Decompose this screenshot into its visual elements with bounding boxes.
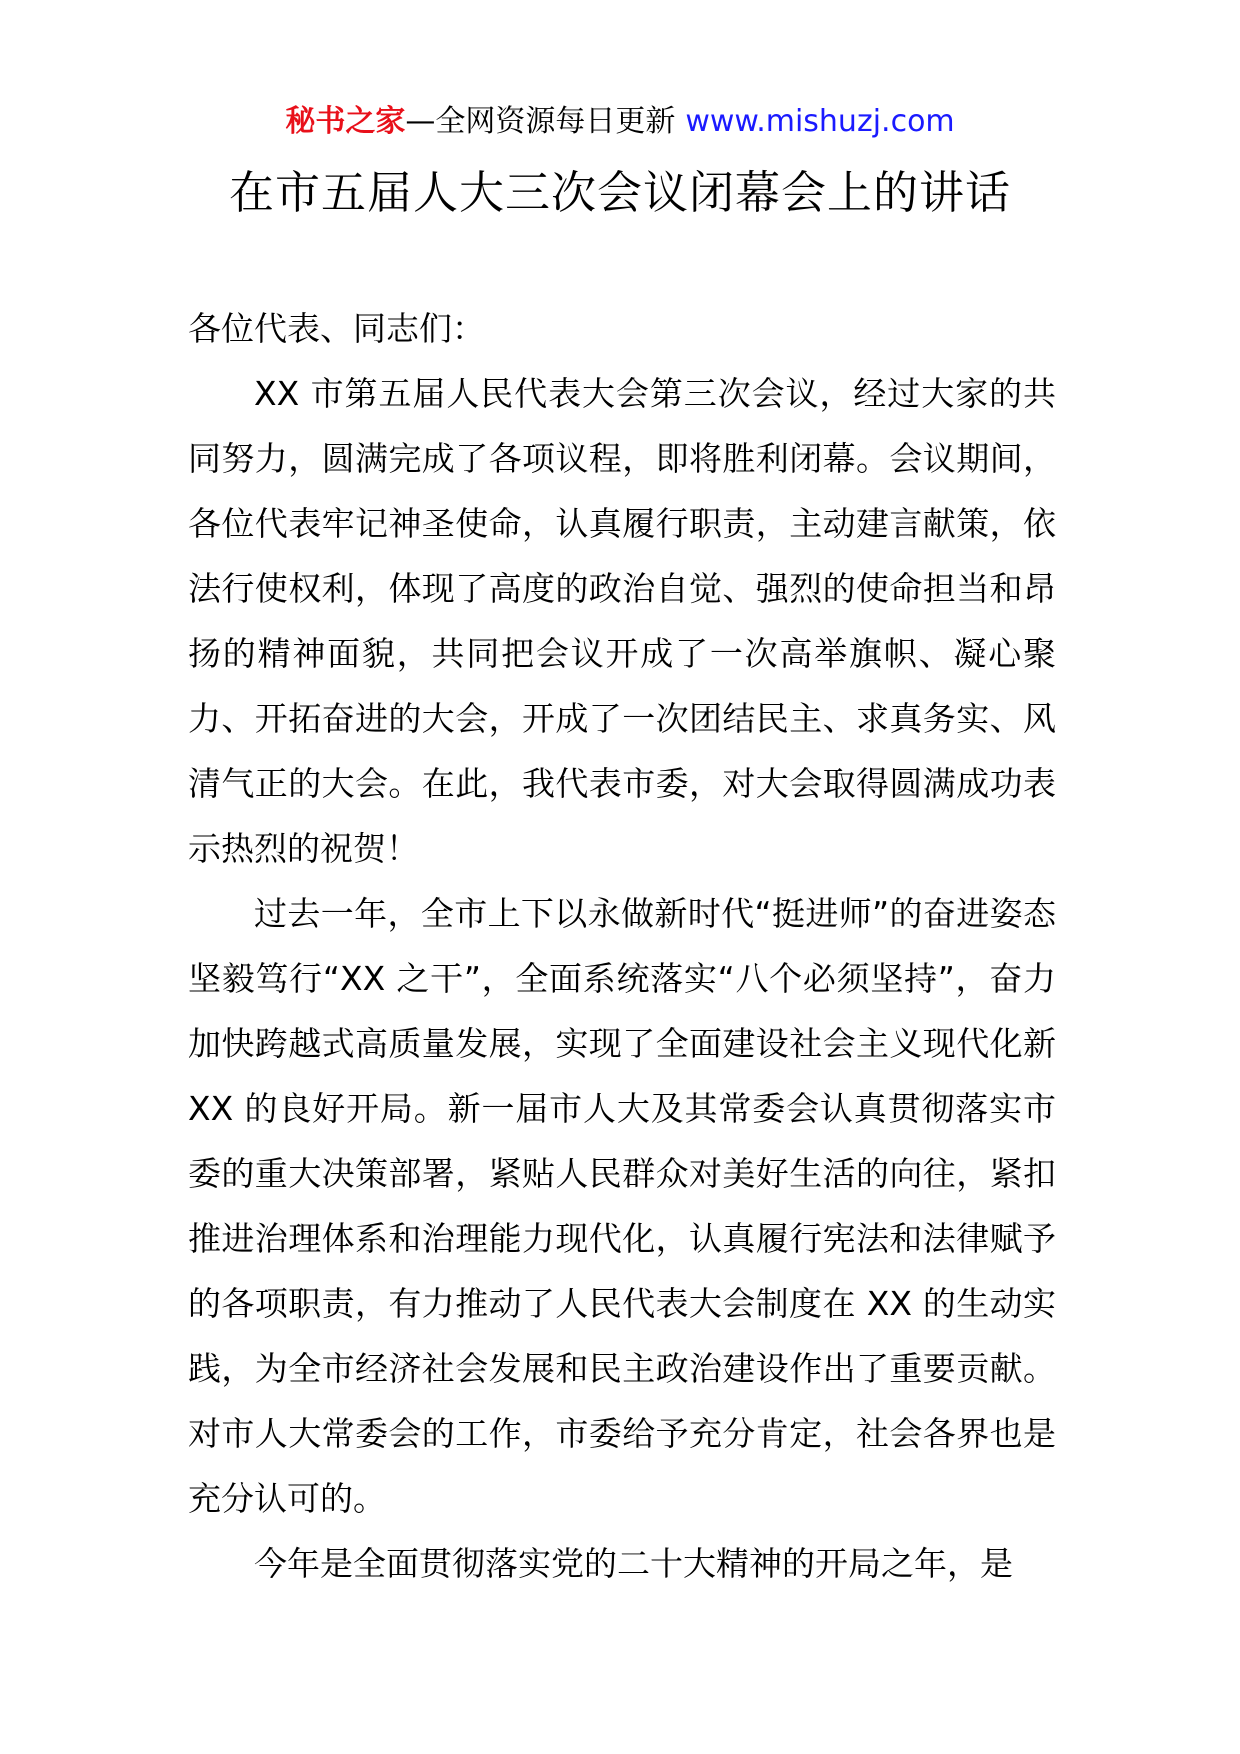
site-tagline: —全网资源每日更新 — [405, 104, 676, 139]
site-header — [0, 100, 1240, 144]
body-paragraph: 过去一年，全市上下以永做新时代“挺进师”的奋进姿态坚毅笃行“XX 之干”，全面系统落实“八个必须坚持”，奋力加快跨越式高质量发展，实现了全面建设社会主义现代化新 XX 的良好开局。新一届市人大及其常委会认真贯彻落实市委的重大决策部署，紧贴人民群众对美好生活的向往，紧扣推进治理体系和治理能力现代化，认真履行宪法和法律赋予的各项职责，有力推动了人民代表大会制度在 XX 的生动实践，为全市经济社会发展和民主政治建设作出了重要贡献。对市人大常委会的工作，市委给予充分肯定，社会各界也是充分认可的。 — [188, 894, 1056, 1518]
document-title: 在市五届人大三次会议闭幕会上的讲话 — [228, 166, 1011, 219]
site-url-link[interactable]: www.mishuzj.com — [685, 104, 955, 139]
salutation: 各位代表、同志们： — [188, 309, 485, 348]
body-paragraph: 今年是全面贯彻落实党的二十大精神的开局之年，是 — [254, 1544, 1013, 1583]
document-body — [188, 296, 1056, 1596]
brand-name: 秘书之家 — [285, 104, 406, 139]
body-paragraph: XX 市第五届人民代表大会第三次会议，经过大家的共同努力，圆满完成了各项议程，即将胜利闭幕。会议期间，各位代表牢记神圣使命，认真履行职责，主动建言献策，依法行使权利，体现了高度的政治自觉、强烈的使命担当和昂扬的精神面貌，共同把会议开成了一次高举旗帜、凝心聚力、开拓奋进的大会，开成了一次团结民主、求真务实、风清气正的大会。在此，我代表市委，对大会取得圆满成功表示热烈的祝贺！ — [188, 374, 1056, 868]
